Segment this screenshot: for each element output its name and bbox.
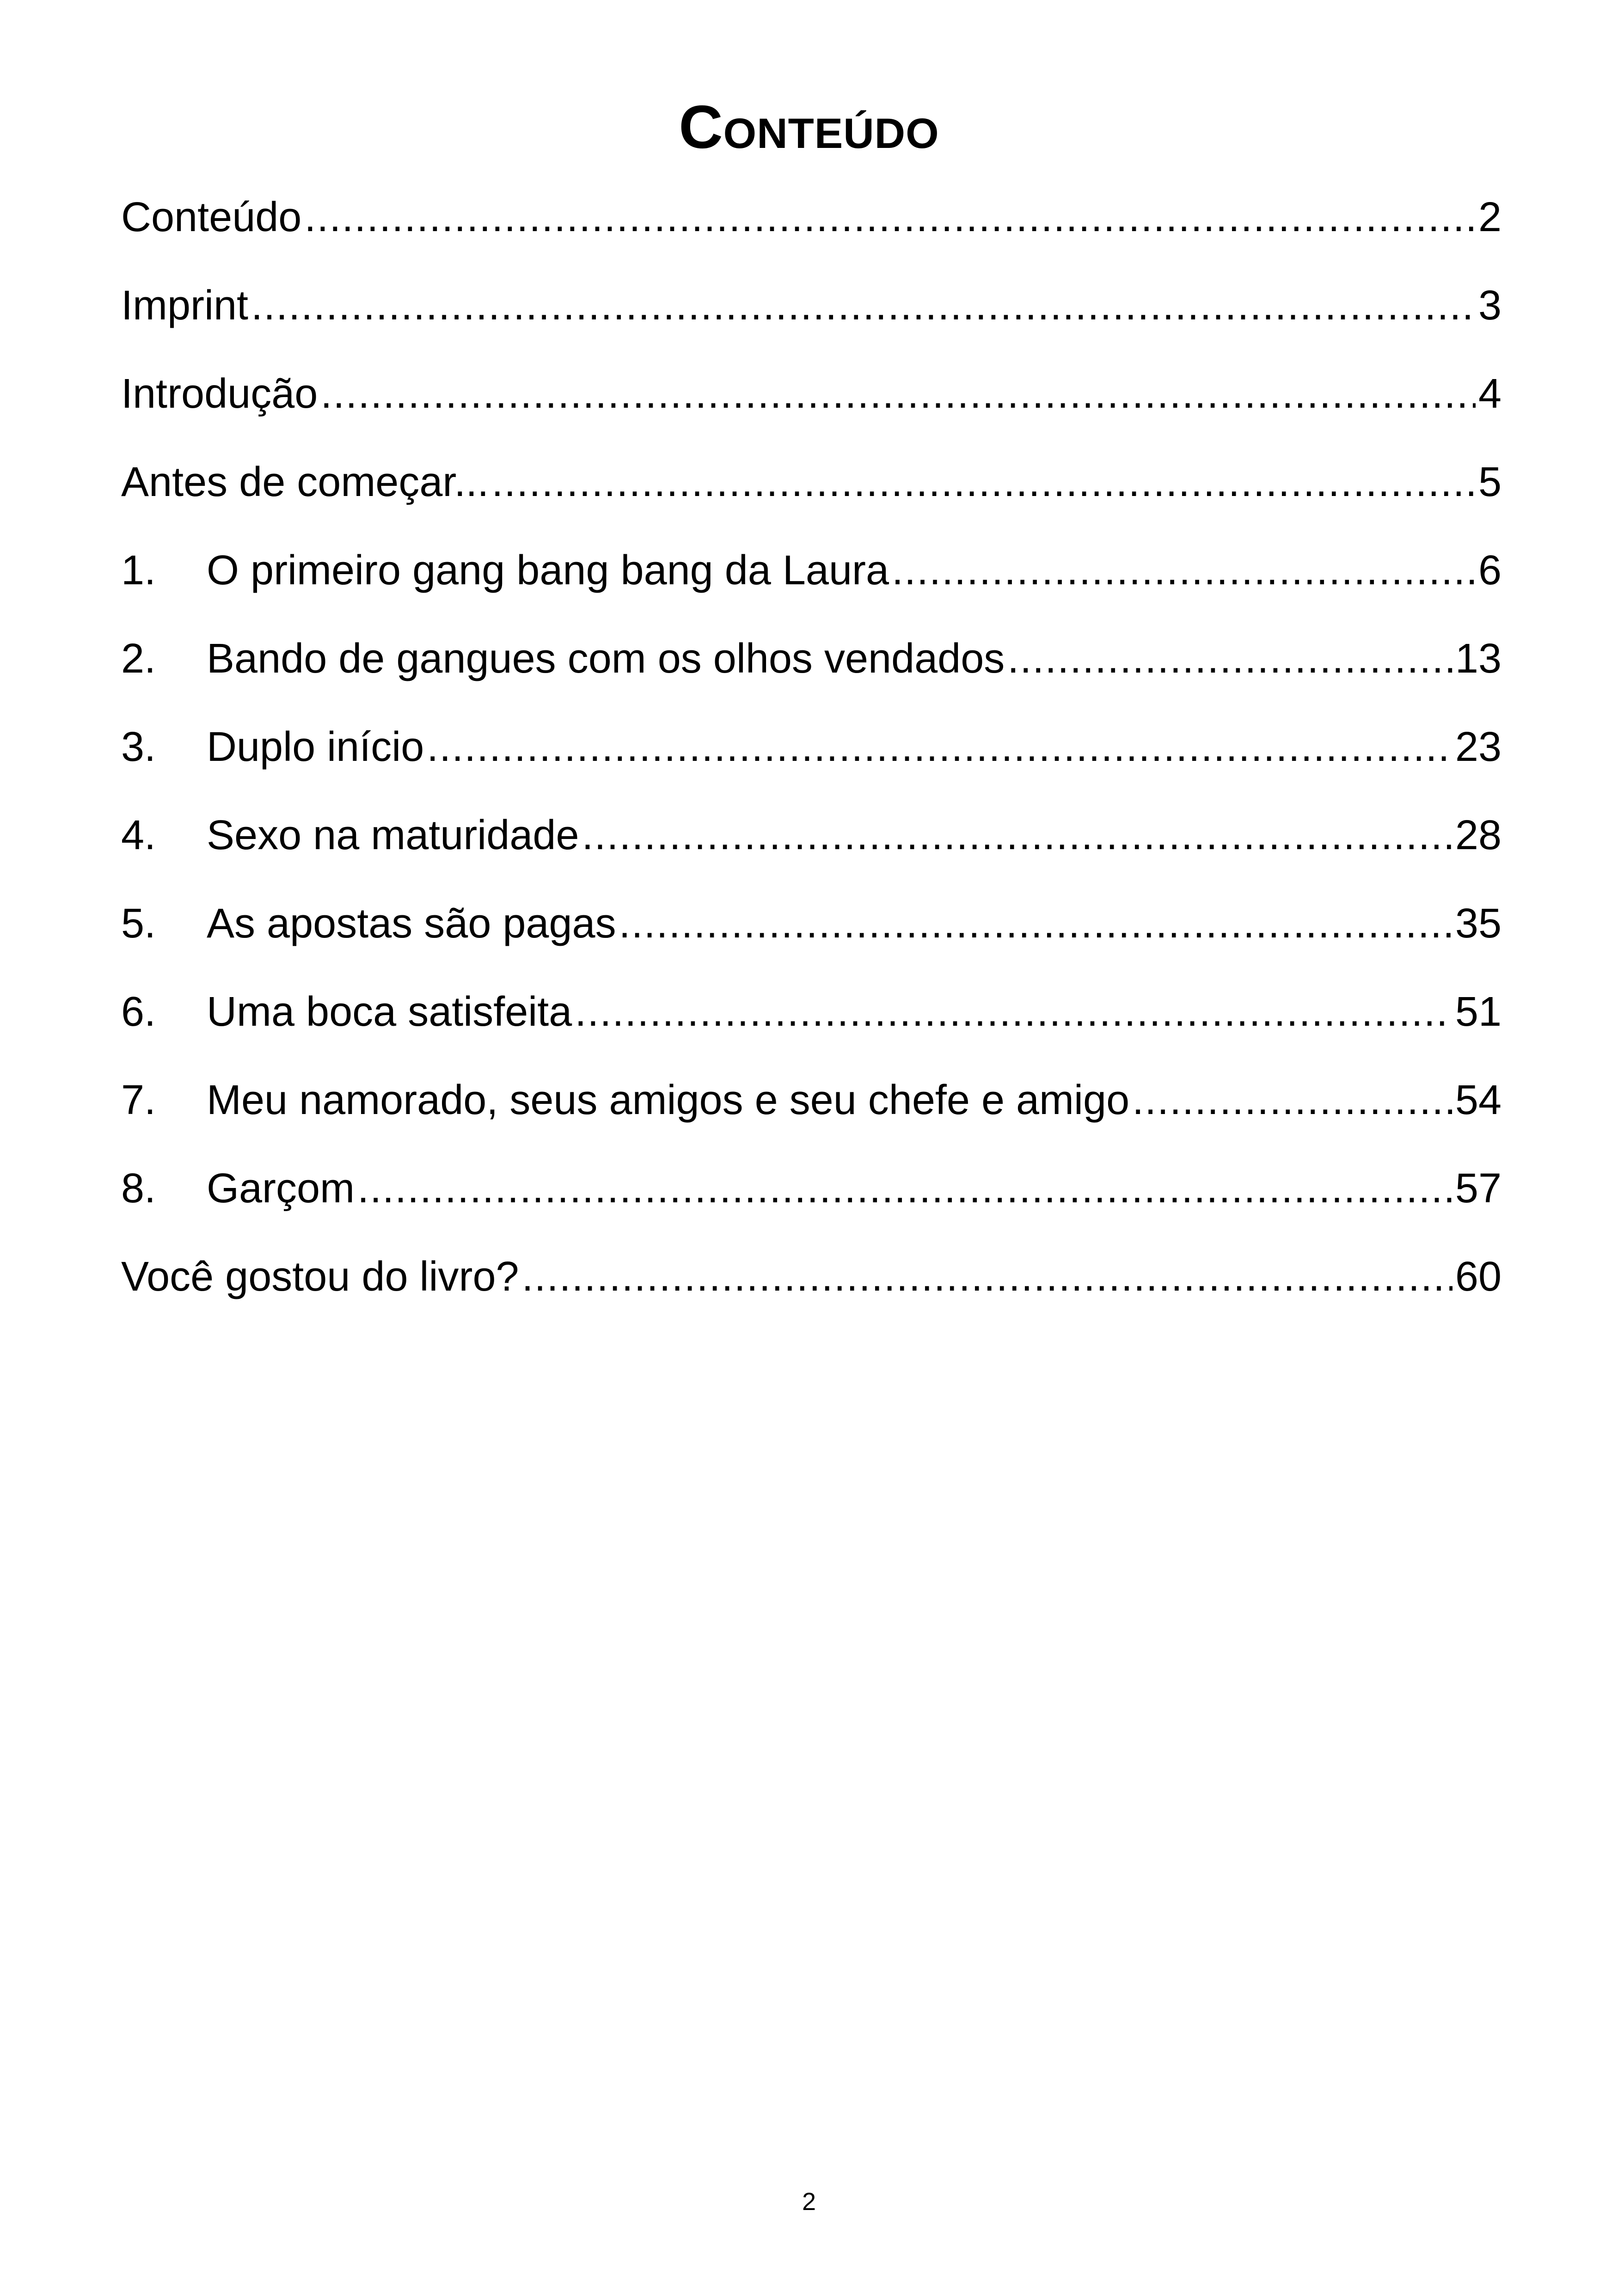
- toc-entry-title: Bando de gangues com os olhos vendados: [207, 636, 1005, 682]
- toc-entry-title: Introdução: [121, 371, 318, 417]
- toc-entry-page: 54: [1455, 1077, 1502, 1123]
- toc-entry-page: 51: [1455, 989, 1502, 1035]
- toc-entry-title: Antes de começar...: [121, 459, 489, 505]
- toc-entry-chapter-4[interactable]: [121, 801, 1502, 889]
- toc-dot-leader: [582, 801, 1453, 870]
- toc-dot-leader: [320, 359, 1476, 429]
- toc-entry-page: 2: [1478, 194, 1502, 240]
- table-of-contents: [121, 183, 1502, 1330]
- page-number: 2: [802, 2188, 816, 2216]
- toc-dot-leader: [427, 712, 1453, 782]
- toc-entry-title: Meu namorado, seus amigos e seu chefe e amigo: [207, 1077, 1130, 1123]
- toc-entry-chapter-5[interactable]: [121, 889, 1502, 977]
- toc-entry-introduction[interactable]: [121, 359, 1502, 447]
- toc-entry-number: 7.: [121, 1077, 156, 1123]
- toc-entry-number: 4.: [121, 812, 156, 858]
- toc-entry-chapter-7[interactable]: [121, 1065, 1502, 1154]
- toc-entry-chapter-8[interactable]: [121, 1154, 1502, 1242]
- toc-entry-page: 3: [1478, 282, 1502, 329]
- toc-dot-leader: [892, 536, 1476, 605]
- toc-entry-page: 35: [1455, 900, 1502, 947]
- toc-dot-leader: [491, 447, 1476, 517]
- toc-entry-title: Sexo na maturidade: [207, 812, 579, 858]
- toc-entry-page: 5: [1478, 459, 1502, 505]
- toc-dot-leader: [251, 271, 1476, 340]
- toc-entry-number: 6.: [121, 989, 156, 1035]
- toc-entry-title: Uma boca satisfeita: [207, 989, 572, 1035]
- toc-dot-leader: [1007, 624, 1453, 693]
- toc-entry-title: O primeiro gang bang bang da Laura: [207, 547, 889, 594]
- toc-entry-title: As apostas são pagas: [207, 900, 616, 947]
- toc-entry-contents[interactable]: [121, 183, 1502, 271]
- toc-entry-page: 23: [1455, 724, 1502, 770]
- toc-entry-chapter-1[interactable]: [121, 536, 1502, 624]
- toc-entry-page: 4: [1478, 371, 1502, 417]
- toc-entry-page: 60: [1455, 1254, 1502, 1300]
- toc-dot-leader: [304, 183, 1476, 252]
- page-title: Conteúdo: [679, 93, 939, 161]
- toc-entry-page: 57: [1455, 1165, 1502, 1212]
- toc-dot-leader: [1132, 1065, 1453, 1135]
- toc-entry-title: Você gostou do livro?: [121, 1254, 519, 1300]
- toc-entry-number: 1.: [121, 547, 156, 594]
- toc-entry-did-you-like[interactable]: [121, 1242, 1502, 1330]
- toc-entry-title: Garçom: [207, 1165, 355, 1212]
- toc-entry-before-starting[interactable]: [121, 447, 1502, 536]
- toc-entry-title: Imprint: [121, 282, 249, 329]
- toc-entry-title: Duplo início: [207, 724, 424, 770]
- toc-entry-page: 28: [1455, 812, 1502, 858]
- toc-dot-leader: [575, 977, 1453, 1047]
- toc-entry-chapter-6[interactable]: [121, 977, 1502, 1065]
- toc-dot-leader: [522, 1242, 1453, 1311]
- toc-entry-title: Conteúdo: [121, 194, 302, 240]
- toc-dot-leader: [357, 1154, 1453, 1223]
- toc-dot-leader: [619, 889, 1453, 958]
- toc-entry-page: 13: [1455, 636, 1502, 682]
- toc-entry-number: 5.: [121, 900, 156, 947]
- toc-entry-chapter-2[interactable]: [121, 624, 1502, 712]
- toc-entry-number: 3.: [121, 724, 156, 770]
- toc-entry-page: 6: [1478, 547, 1502, 594]
- toc-entry-number: 2.: [121, 636, 156, 682]
- toc-entry-imprint[interactable]: [121, 271, 1502, 359]
- toc-entry-chapter-3[interactable]: [121, 712, 1502, 801]
- toc-entry-number: 8.: [121, 1165, 156, 1212]
